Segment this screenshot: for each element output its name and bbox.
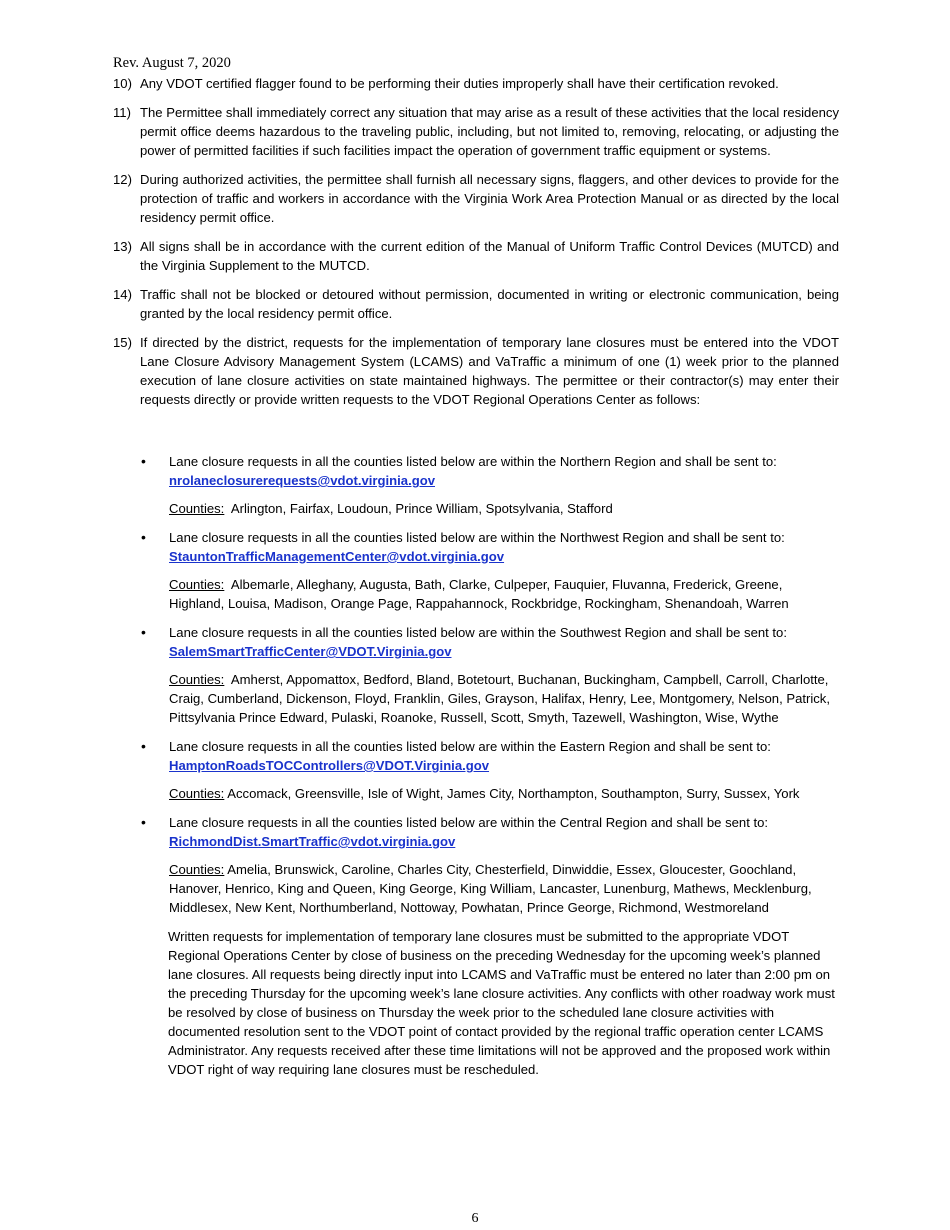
email-link-southwest[interactable]: SalemSmartTrafficCenter@VDOT.Virginia.gov [169, 644, 452, 659]
item-text: Any VDOT certified flagger found to be performing their duties improperly shall have their certification revoked. [140, 76, 779, 91]
item-text: If directed by the district, requests for the implementation of temporary lane closures must be entered into the VDOT Lane Closure Advisory Management System (LCAMS) and VaTraffic a minimum of one (1) week prior to the planned execution of lane closure activities on state maintained highways. The permittee or their contractor(s) may enter their requests directly or provide written requests to the VDOT Regional Operations Center as follows: [140, 335, 839, 407]
numbered-conditions [113, 74, 839, 419]
item-text: The Permittee shall immediately correct any situation that may arise as a result of these activities that the local residency permit office deems hazardous to the traveling public, including, but not limited to, removing, relocating, or adjusting the power of permitted facilities if such facilities impact the operation of government traffic equipment or systems. [140, 105, 839, 158]
condition-item [113, 74, 839, 93]
item-number: 11) [113, 105, 131, 120]
region-southwest [140, 623, 840, 727]
condition-item [113, 237, 839, 275]
counties-line [169, 575, 840, 613]
region-text: Lane closure requests in all the counties listed below are within the Central Region and shall be sent to: [169, 815, 769, 830]
region-text: Lane closure requests in all the counties listed below are within the Northern Region and shall be sent to: [169, 454, 777, 469]
item-number: 14) [113, 287, 132, 302]
counties-line [169, 499, 840, 518]
email-link-northwest[interactable]: StauntonTrafficManagementCenter@vdot.virginia.gov [169, 549, 505, 564]
item-text: All signs shall be in accordance with the current edition of the Manual of Uniform Traffic Control Devices (MUTCD) and the Virginia Supplement to the MUTCD. [140, 239, 839, 273]
bullet-icon: • [141, 453, 146, 469]
region-northern [140, 452, 840, 518]
bullet-icon: • [141, 624, 146, 640]
condition-item [113, 285, 839, 323]
counties-list: Arlington, Fairfax, Loudoun, Prince William, Spotsylvania, Stafford [230, 501, 613, 516]
counties-line [169, 860, 840, 917]
page-number: 6 [471, 1211, 479, 1226]
email-link-central[interactable]: RichmondDist.SmartTraffic@vdot.virginia.gov [169, 834, 456, 849]
item-number: 12) [113, 172, 132, 187]
counties-label: Counties: [169, 577, 225, 592]
counties-list: Albemarle, Alleghany, Augusta, Bath, Clarke, Culpeper, Fauquier, Fluvanna, Frederick, Greene, Highland, Louisa, Madison, Orange Page, Rappahannock, Rockbridge, Rockingham, Shenandoah, Warren [169, 577, 789, 611]
revision-date: Rev. August 7, 2020 [113, 55, 231, 71]
item-text: Traffic shall not be blocked or detoured without permission, documented in writing or electronic communication, being granted by the local residency permit office. [140, 287, 839, 321]
region-northwest [140, 528, 840, 613]
region-eastern [140, 737, 840, 803]
condition-item [113, 170, 839, 227]
written-requests-paragraph: Written requests for implementation of temporary lane closures must be submitted to the appropriate VDOT Regional Operations Center by close of business on the preceding Wednesday for the upcoming week’s planned lane closures. All requests being directly input into LCAMS and VaTraffic must be entered no later than 2:00 pm on the preceding Thursday for the upcoming week’s lane closure activities. Any conflicts with other roadway work must be resolved by close of business on Thursday the week prior to the scheduled lane closure activities with documented resolution sent to the VDOT point of contact provided by the regional traffic operation center LCAMS Administrator. Any requests received after these time limitations will not be approved and the proposed work within VDOT right of way requiring lane closures must be rescheduled. [168, 929, 835, 1077]
region-text: Lane closure requests in all the counties listed below are within the Northwest Region and shall be sent to: [169, 530, 785, 545]
region-text: Lane closure requests in all the counties listed below are within the Southwest Region and shall be sent to: [169, 625, 787, 640]
counties-list: Amherst, Appomattox, Bedford, Bland, Botetourt, Buchanan, Buckingham, Campbell, Carroll, Charlotte, Craig, Cumberland, Dickenson, Floyd, Franklin, Giles, Grayson, Halifax, Henry, Lee, Montgomery, Nelson, Patrick, Pittsylvania Prince Edward, Pulaski, Roanoke, Russell, Scott, Smyth, Tazewell, Washington, Wise, Wythe [169, 672, 830, 725]
counties-list: Amelia, Brunswick, Caroline, Charles City, Chesterfield, Dinwiddie, Essex, Gloucester, Goochland, Hanover, Henrico, King and Queen, King George, King William, Lancaster, Lunenburg, Mathews, Mecklenburg, Middlesex, New Kent, Northumberland, Nottoway, Powhatan, Prince George, Richmond, Westmoreland [169, 862, 812, 915]
counties-label: Counties: [169, 501, 225, 516]
region-list [140, 452, 840, 1079]
counties-line [169, 784, 840, 803]
item-number: 13) [113, 239, 132, 254]
item-number: 15) [113, 335, 132, 350]
item-text: During authorized activities, the permittee shall furnish all necessary signs, flaggers, and other devices to provide for the protection of traffic and workers in accordance with the Virginia Work Area Protection Manual or as directed by the local residency permit office. [140, 172, 839, 225]
bullet-icon: • [141, 814, 146, 830]
region-central [140, 813, 840, 917]
bullet-icon: • [141, 529, 146, 545]
condition-item [113, 103, 839, 160]
email-link-northern[interactable]: nrolaneclosurerequests@vdot.virginia.gov [169, 473, 435, 488]
counties-label: Counties: [169, 786, 225, 801]
bullet-icon: • [141, 738, 146, 754]
item-number: 10) [113, 76, 132, 91]
counties-label: Counties: [169, 672, 225, 687]
email-link-eastern[interactable]: HamptonRoadsTOCControllers@VDOT.Virginia.gov [169, 758, 490, 773]
counties-label: Counties: [169, 862, 225, 877]
condition-item [113, 333, 839, 409]
counties-line [169, 670, 840, 727]
region-text: Lane closure requests in all the counties listed below are within the Eastern Region and shall be sent to: [169, 739, 771, 754]
counties-list: Accomack, Greensville, Isle of Wight, James City, Northampton, Southampton, Surry, Sussex, York [227, 786, 800, 801]
